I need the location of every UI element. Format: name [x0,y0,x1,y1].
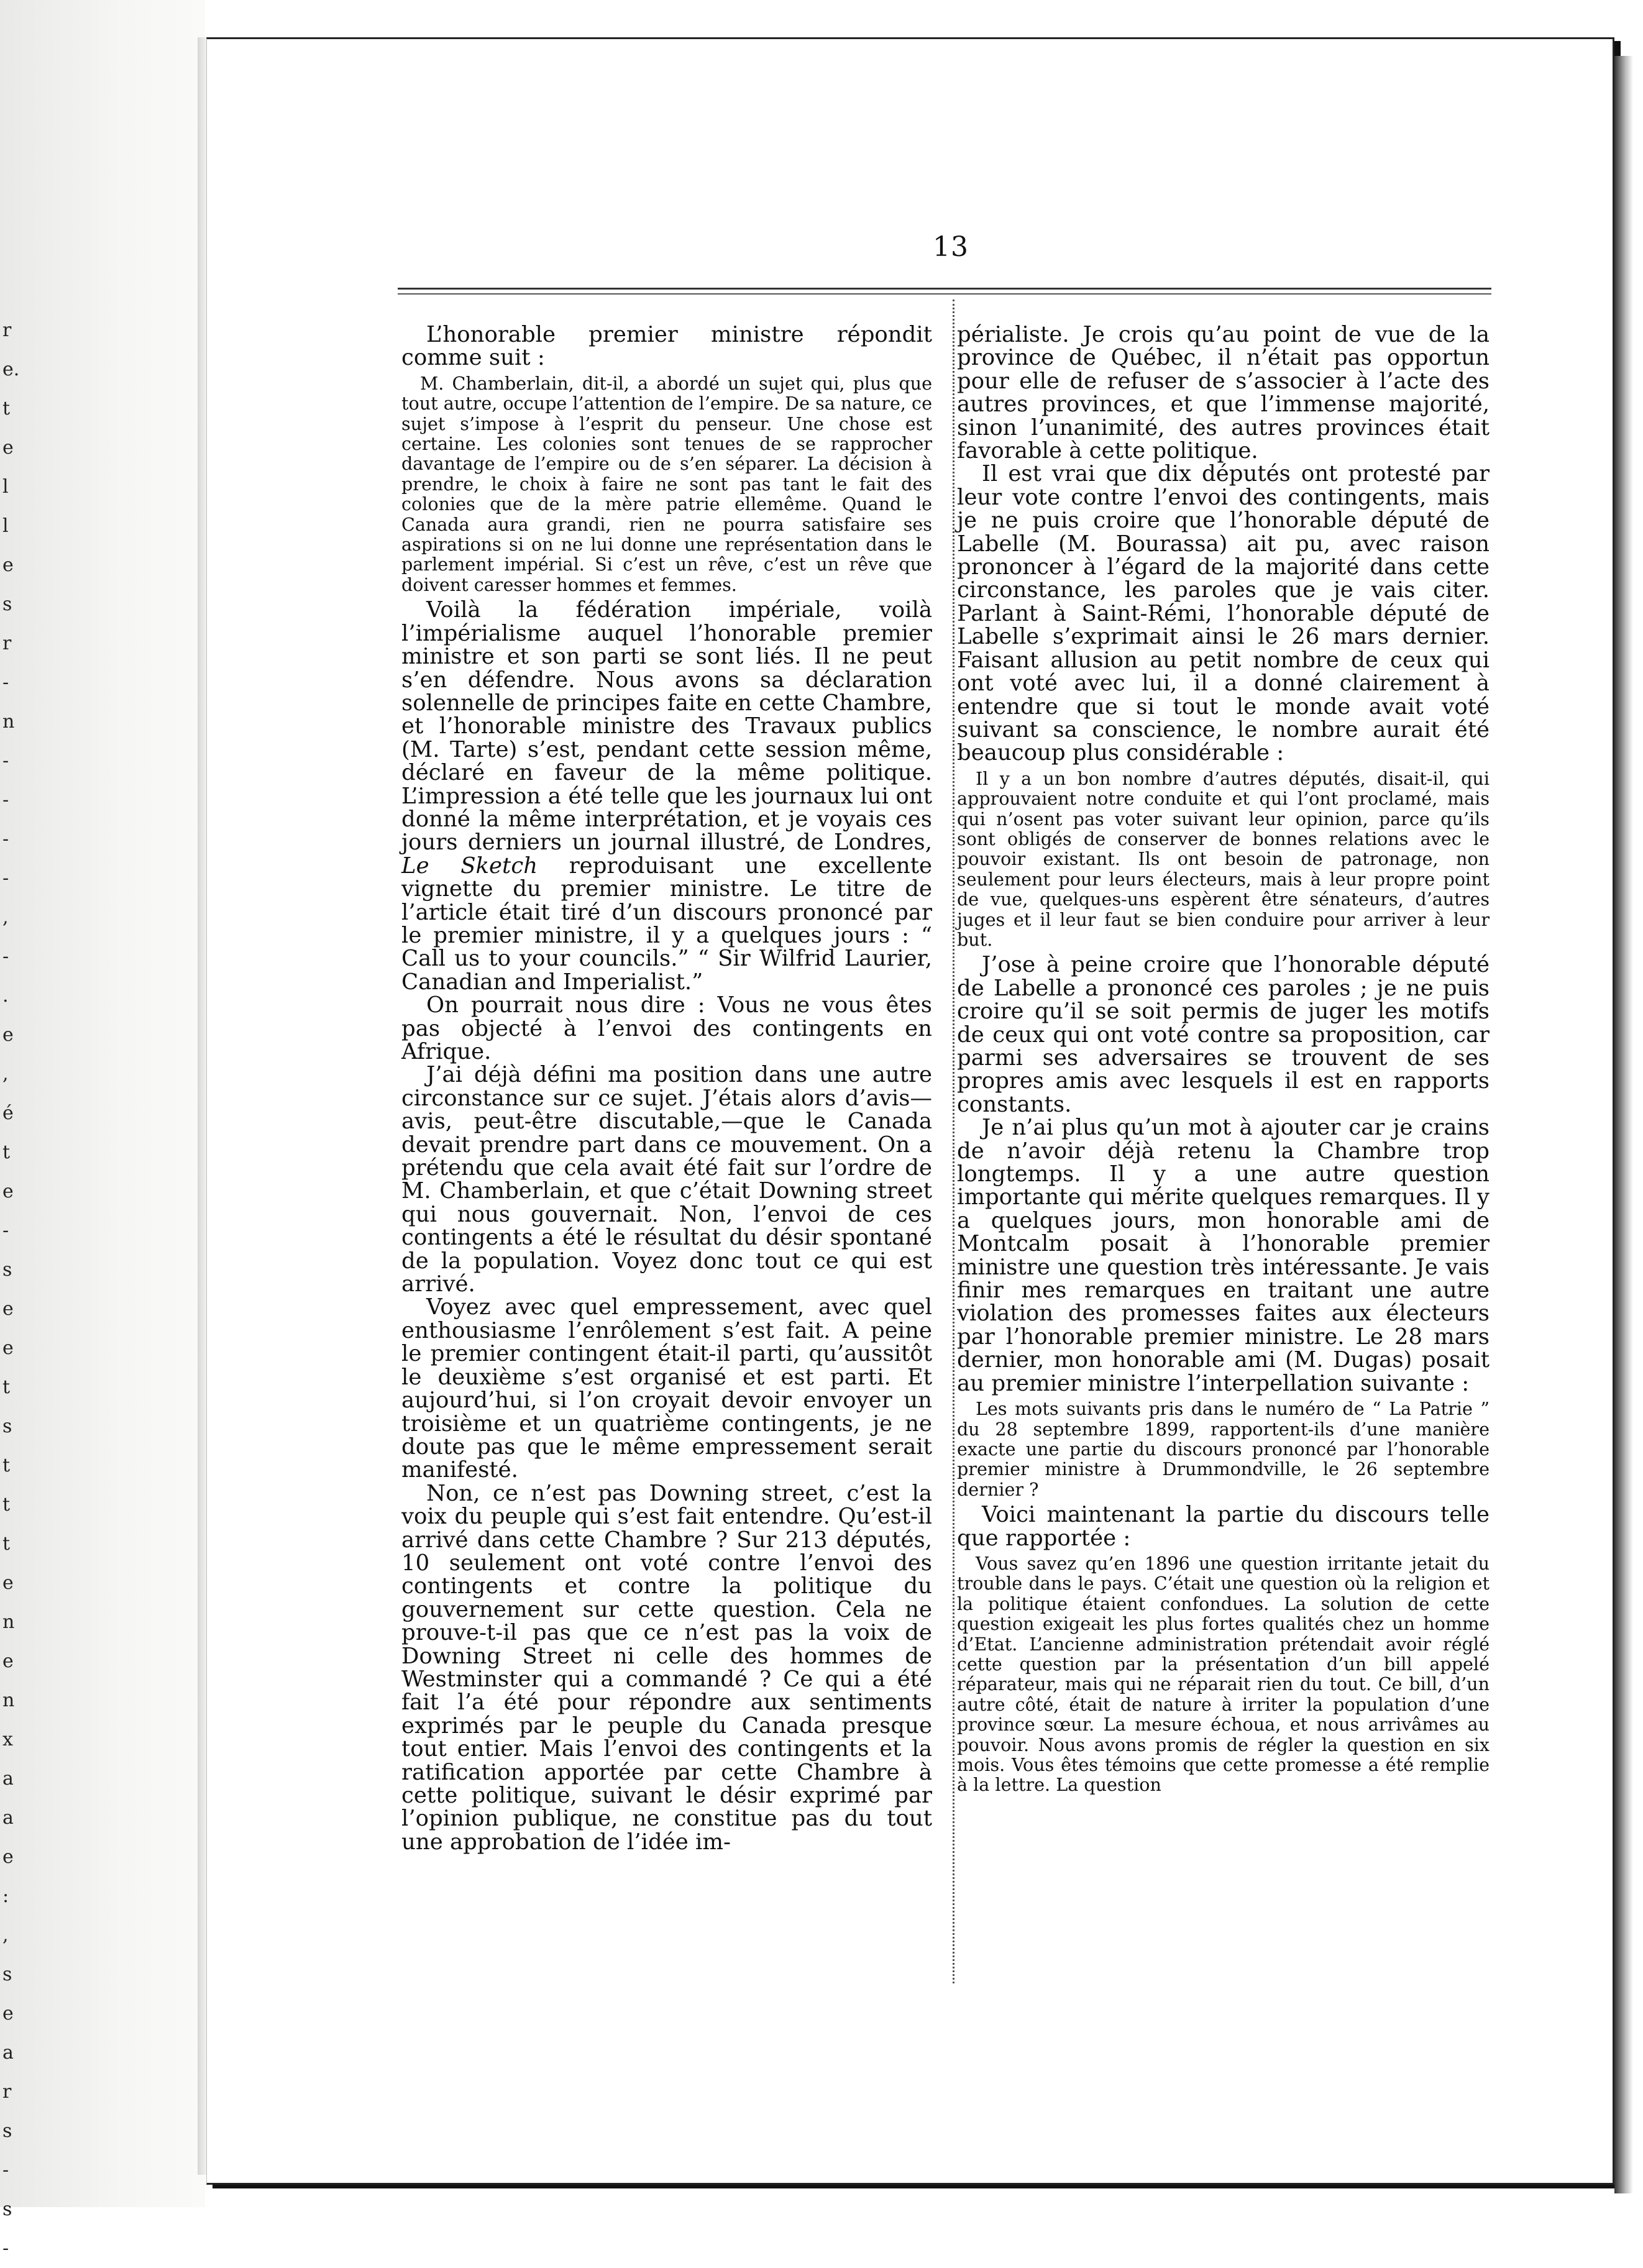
paragraph: Je n’ai plus qu’un mot à ajouter car je crains de n’avoir déjà retenu la Chambre trop longtemps. Il y a une autre question importante qui mérite quelques remarques. Il y a quelques jours, mon honorable ami de Montcalm posait à l’honorable premier ministre une question très intéressante. Je vais finir mes remarques en traitant une autre violation des promesses faites aux électeurs par l’honorable premier ministre. Le 28 mars dernier, mon honorable ami (M. Dugas) posait au premier ministre l’interpellation suivante : [957,1115,1490,1396]
margin-fragment: e [2,1024,14,1046]
margin-fragment: , [2,907,9,928]
margin-fragment: . [2,985,9,1007]
margin-fragment: e [2,1846,14,1868]
margin-fragment: x [2,1729,13,1750]
margin-fragment: t [2,1455,11,1476]
paragraph: L’honorable premier ministre répondit comme suit : [401,322,932,371]
margin-fragment: t [2,1494,11,1516]
margin-fragment: , [2,1924,9,1946]
margin-fragment: s [2,593,12,615]
margin-fragment: e. [2,359,20,380]
margin-fragment: n [2,1611,15,1633]
margin-fragment: - [2,750,9,772]
margin-fragment: é [2,1102,14,1124]
margin-fragment: - [2,789,9,811]
margin-fragment: s [2,2198,12,2220]
column-divider [953,300,954,1983]
margin-fragment: t [2,1533,11,1555]
margin-fragment: t [2,1376,11,1398]
paragraph: Voyez avec quel empressement, avec quel enthousiasme l’enrôlement s’est fait. A peine le premier contingent était-il parti, qu’aussitôt le deuxième s’est organisé et est parti. Et aujourd’hui, si l’on croyait devoir envoyer un troisième et un quatrième contingents, je ne doute pas que le même empressement serait manifesté. [401,1294,932,1483]
margin-fragment: - [2,2159,9,2181]
paragraph: On pourrait nous dire : Vous ne vous êtes pas objecté à l’envoi des contingents en Afrique. [401,992,932,1064]
header-rule [398,288,1491,295]
paragraph: Il est vrai que dix députés ont protesté par leur vote contre l’envoi des contingents, mais je ne puis croire que l’honorable député de Labelle (M. Bourassa) ait pu, avec raison prononcer à l’égard de la majorité dans cette circonstance, les paroles que je vais citer. Parlant à Saint-Rémi, l’honorable député de Labelle s’exprimait ainsi le 26 mars dernier. Faisant allusion au petit nombre de ceux qui ont voté avec lui, il a donné clairement à entendre que si tout le monde avait voté suivant sa conscience, le nombre aurait été beaucoup plus considérable : [957,461,1490,766]
margin-fragment: t [2,398,11,419]
margin-fragment: e [2,1181,14,1202]
margin-fragment: l [2,476,9,498]
previous-page-edge [0,0,205,2207]
margin-fragment: t [2,1141,11,1163]
margin-fragment: s [2,1964,12,1985]
paragraph: Non, ce n’est pas Downing street, c’est la voix du peuple qui s’est fait entendre. Qu’est-il arrivé dans cette Chambre ? Sur 213 députés, 10 seulement ont voté contre l’envoi des contingents et contre la politique du gouvernement sur cette question. Cela ne prouve-t-il pas que ce n’est pas la voix de Downing Street ni celle des hommes de Westminster qui a commandé ? Ce qui a été fait l’a été pour répondre aux sentiments exprimés par le peuple du Canada presque tout entier. Mais l’envoi des contingents et la ratification apportée par cette Chambre à cette politique, suivant le désir exprimé par l’opinion publique, ne constitue pas du tout une approbation de l’idée im- [401,1480,932,1855]
margin-fragment: a [2,2042,14,2064]
quoted-passage: Il y a un bon nombre d’autres députés, disait-il, qui approuvaient notre conduite et qui l’ont proclamé, mais qui n’osent pas voter suivant leur opinion, parce qu’ils sont obligés de conserver de bonnes relations avec le pouvoir existant. Ils ont besoin de patronage, non seulement pour leurs électeurs, mais à leur propre point de vue, quelques-uns espèrent être sénateurs, d’autres juges et il leur faut se bien conduire pour arriver à leur but. [957,767,1490,950]
margin-fragment: e [2,2003,14,2024]
paragraph: Voilà la fédération impériale, voilà l’impérialisme auquel l’honorable premier ministre et son parti se sont liés. Il ne peut s’en défendre. Nous avons sa déclaration solennelle de principes faite en cette Chambre, et l’honorable ministre des Travaux publics (M. Tarte) s’est, pendant cette session même, déclaré en faveur de la même politique. L’impression a été telle que les journaux lui ont donné la même interprétation, et je voyais ces jours derniers un journal illustré, de Londres, Le Sketch reproduisant une excellente vignette du premier ministre. Le titre de l’article était tiré d’un discours prononcé par le premier ministre, il y a quelques jours : “ Call us to your councils.” “ Sir Wilfrid Laurier, Canadian and Imperialist.” [401,597,932,995]
margin-fragment: a [2,1768,14,1790]
margin-fragment: r [2,2081,12,2103]
margin-fragment: s [2,1259,12,1281]
margin-fragment: e [2,1650,14,1672]
margin-fragment: a [2,1807,14,1829]
left-column [401,323,932,1854]
margin-fragment: e [2,1572,14,1594]
margin-fragment: : [2,1885,9,1907]
margin-fragment: r [2,319,12,341]
margin-fragment: - [2,1220,9,1241]
margin-fragment: - [2,2238,9,2259]
margin-fragment: s [2,1415,12,1437]
paragraph-continuation: périaliste. Je crois qu’au point de vue de la province de Québec, il n’était pas opportun pour elle de refuser de s’associer à l’acte des autres provinces, et que l’immense majorité, sinon l’unanimité, des autres provinces était favorable à cette politique. [957,322,1490,464]
page-number: 13 [933,231,969,263]
page-edge-shadow [1614,56,1633,2193]
paragraph: Voici maintenant la partie du discours telle que rapportée : [957,1502,1490,1551]
margin-fragment: l [2,515,9,537]
margin-fragment: n [2,711,15,733]
margin-fragment: - [2,867,9,889]
quoted-passage: Vous savez qu’en 1896 une question irritante jetait du trouble dans le pays. C’était une question où la religion et la politique étaient confondues. La solution de cette question exigeait les plus fortes qualités chez un homme d’Etat. L’ancienne administration prétendait avoir réglé cette question par la présentation d’un bill appelé réparateur, mais qui ne réparait rien du tout. Ce bill, d’un autre côté, était de nature à irriter la population d’une province sœur. La mesure échoua, et nous arrivâmes au pouvoir. Nous avons promis de régler la question en six mois. Vous êtes témoins que cette promesse a été remplie à la lettre. La question [957,1552,1490,1796]
margin-fragment: s [2,2120,12,2142]
quoted-passage: Les mots suivants pris dans le numéro de “ La Patrie ” du 28 septembre 1899, rapportent-ils d’une manière exacte une partie du discours prononcé par l’honorable premier ministre à Drummondville, le 26 septembre dernier ? [957,1398,1490,1500]
margin-fragment: - [2,828,9,850]
right-column [957,323,1490,1799]
margin-fragment: e [2,1337,14,1359]
margin-fragment: e [2,1298,14,1320]
margin-fragment: - [2,946,9,967]
margin-fragment: e [2,437,14,459]
margin-fragment: n [2,1690,15,1711]
previous-page-text-fragments [2,311,20,2268]
margin-fragment: - [2,672,9,693]
paragraph: J’ose à peine croire que l’honorable député de Labelle a prononcé ces paroles ; je ne puis croire qu’il se soit permis de juger les motifs de ceux qui ont voté contre sa proposition, car parmi ses adversaires se trouvent de ses propres amis avec lesquels il est en rapports constants. [957,952,1490,1117]
quoted-passage: M. Chamberlain, dit-il, a abordé un sujet qui, plus que tout autre, occupe l’attention de l’empire. De sa nature, ce sujet s’impose à l’esprit du penseur. Une chose est certaine. Les colonies sont tenues de se rapprocher davantage de l’empire ou de s’en séparer. La décision à prendre, le choix à faire ne sont pas tant le fait des colonies que de la mère patrie ellemême. Quand le Canada aura grandi, rien ne pourra satisfaire ses aspirations si on ne lui donne une représentation dans le parlement impérial. Si c’est un rêve, c’est un rêve que doivent caresser hommes et femmes. [401,372,932,595]
margin-fragment: r [2,633,12,654]
margin-fragment: , [2,1063,9,1085]
paragraph: J’ai déjà défini ma position dans une autre circonstance sur ce sujet. J’étais alors d’avis—avis, peut-être discutable,—que le Canada devait prendre part dans ce mouvement. On a prétendu que cela avait été fait sur l’ordre de M. Chamberlain, et que c’était Downing street qui nous gouvernait. Non, l’envoi de ces contingents a été le résultat du désir spontané de la population. Voyez donc tout ce qui est arrivé. [401,1062,932,1297]
margin-fragment: e [2,554,14,576]
